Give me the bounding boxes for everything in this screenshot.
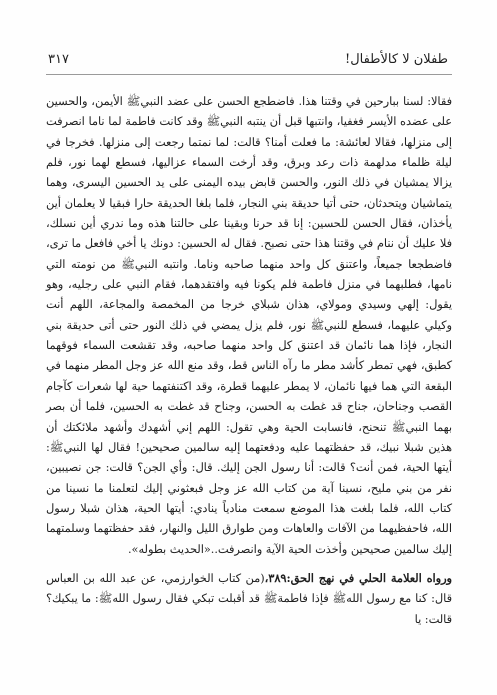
source-paragraph xyxy=(46,568,452,630)
header-rule xyxy=(46,74,452,75)
running-title: طفلان لا كالأطفال! xyxy=(344,52,448,67)
source-quote: (من كتاب الخوارزمي، عن عبد الله بن العباس قال: كنا مع رسول اللهﷺ فإذا فاطمةﷺ قد أقبلت تبكي فقال رسول اللهﷺ: ما يبكيك؟ قالت: يا xyxy=(46,571,452,626)
running-header xyxy=(48,50,448,74)
source-intro: ورواه العلامة الحلي في نهج الحق:٣٨٩، xyxy=(264,570,452,585)
body-text xyxy=(46,92,452,630)
narrative-paragraph: فقالا: لسنا ببارحين في وقتنا هذا. فاضطجع الحسن على عضد النبيﷺ الأيمن، والحسين على عضده الأيسر فغفيا، وانتبها قبل أن ينتبه النبيﷺ وقد كانت فاطمة لما ناما انصرفت إلى منزلها، فقالا لعائشة: ما فعلت أمنا؟ قالت: لما نمتما رجعت إلى منزلها. فخرجا في ليلة ظلماء مدلهمة ذات رعد وبرق، وقد أرخت السماء عزاليها، فسطع لهما نور، فلم يزالا يمشيان في ذلك النور، والحسن قابض بيده اليمنى على يد الحسين اليسرى، وهما يتماشيان ويتحدثان، حتى أتيا حديقة بني النجار، فلما بلغا الحديقة حارا فبقيا لا يعلمان أين يأخذان، فقال الحسن للحسين: إنا قد حرنا وبقينا على حالتنا هذه وما ندري أين نسلك، فلا عليك أن ننام في وقتنا هذا حتى نصبح. فقال له الحسين: دونك يا أخي فافعل ما ترى، فاضطجعا جميعاً، واعتنق كل واحد منهما صاحبه وناما. وانتبه النبيﷺ من نومته التي نامها، فطلبهما في منزل فاطمة فلم يكونا فيه وافتقدهما، فقام النبي على رجليه، وهو يقول: إلهي وسيدي ومولاي، هذان شبلاي خرجا من المخمصة والمجاعة، اللهم أنت وكيلي عليهما، فسطع للنبيﷺ نور، فلم يزل يمضي في ذلك النور حتى أتى حديقة بني النجار، فإذا هما نائمان قد اعتنق كل واحد منهما صاحبه، وقد تقشعت السماء فوقهما كطبق، فهي تمطر كأشد مطر ما رآه الناس قط، وقد منع الله عز وجل المطر منهما في البقعة التي هما فيها نائمان، لا يمطر عليهما قطرة، وقد اكتنفتهما حية لها شعرات كآجام القصب وجناحان، جناح قد غطت به الحسن، وجناح قد غطت به الحسين، فلما أن بصر بهما النبيﷺ تنحنح، فانسابت الحية وهي تقول: اللهم إني أشهدك وأشهد ملائكتك أن هذين شبلا نبيك، قد حفظتهما عليه ودفعتهما إليه سالمين صحيحين! فقال لها النبيﷺ: أيتها الحية، فمن أنت؟ قالت: أنا رسول الجن إليك. قال: وأي الجن؟ قالت: جن نصيبين، نفر من بني مليح، نسينا آية من كتاب الله عز وجل فبعثوني إليك لتعلمنا ما نسينا من كتاب الله، فلما بلغت هذا الموضع سمعت منادياً ينادي: أيتها الحية، هذان شبلا رسول الله، فاحفظيهما من الآفات والعاهات ومن طوارق الليل والنهار، فقد حفظتهما وسلمتهما إليك سالمين صحيحين وأخذت الحية الآية وانصرفت..«الحديث بطوله». xyxy=(46,95,452,556)
page-number: ٣١٧ xyxy=(48,52,69,67)
